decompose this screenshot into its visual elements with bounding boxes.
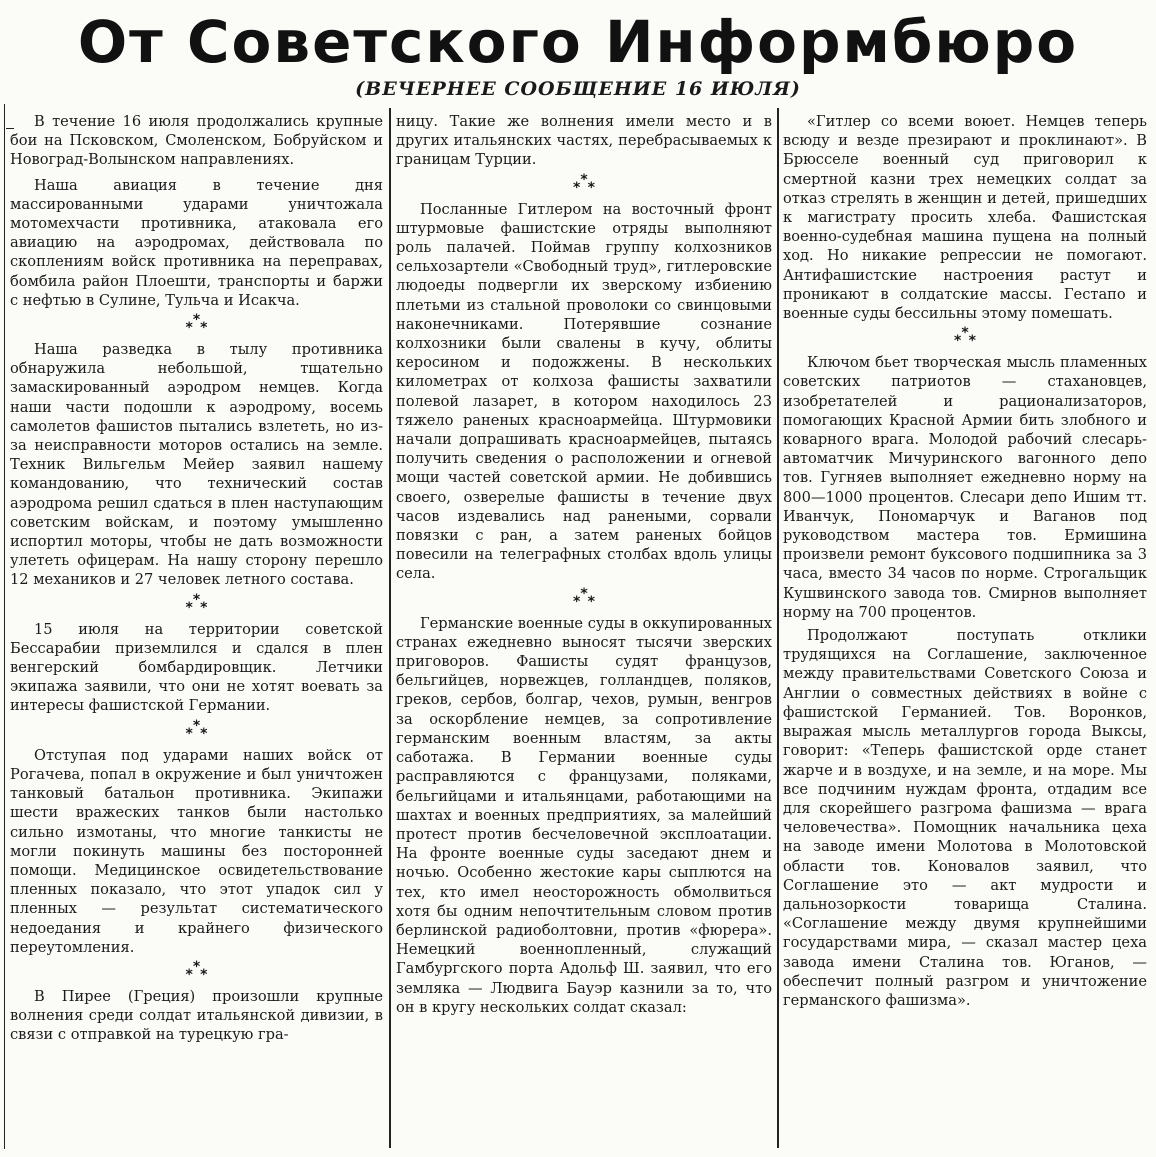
- article-paragraph: Отступая под ударами наших войск от Рогачева, попал в окружение и был уничтожен танковый батальон противника. Экипажи шести вражеских танков были настолько сильно измотаны, что многие танкисты не могли покинуть машины без посторонней помощи. Медицинское освидетельствование пленных показало, что этот упадок сил у пленных — результат систематического недоедания и крайнего физического переутомления.: [10, 746, 383, 956]
- article-paragraph: В течение 16 июля продолжались крупные бои на Псковском, Смоленском, Бобруйском и Новоград-Волынском направлениях.: [10, 113, 383, 169]
- article-paragraph: В Пирее (Греция) произошли крупные волнения среди солдат итальянской дивизии, в связи с отправкой на турецкую гра-: [10, 987, 383, 1044]
- article-paragraph: Германские военные суды в оккупированных странах ежедневно выносят тысячи зверских приговоров. Фашисты судят французов, бельгийцев, норвежцев, голландцев, поляков, греков, сербов, болгар, чехов, румын, венгров за оскорбление немцев, за сопротивление германским военным властям, за акты саботажа. В Германии военные суды расправляются с французами, поляками, бельгийцами и итальянцами, работающими на шахтах и военных предприятиях, за малейший протест против бесчеловечной эксплоатации. На фронте военные суды заседают днем и ночью. Особенно жестокие кары сыплются на тех, кто имел неосторожность обмолвиться хотя бы одним непочтительным словом против берлинской радиоболтовни, против «фюрера». Немецкий военнопленный, служащий Гамбургского порта Адольф Ш. заявил, что его земляка — Людвига Бауэр казнили за то, что он в кругу нескольких солдат сказал:: [396, 614, 772, 1016]
- column-2: [396, 112, 772, 1017]
- article-paragraph: ницу. Такие же волнения имели место и в других итальянских частях, перебрасываемых к границам Турции.: [396, 113, 772, 169]
- section-separator: ***: [185, 717, 208, 742]
- column-rule-1: [389, 108, 391, 1148]
- article-paragraph: Продолжают поступать отклики трудящихся на Соглашение, заключенное между правительствами Советского Союза и Англии о совместных действиях в войне с фашистской Германией. Тов. Воронков, выражая мысль металлургов города Выксы, говорит: «Теперь фашистской орде станет жарче и в воздухе, и на земле, и на море. Мы все подчиним нуждам фронта, отдадим все для скорейшего разгрома фашизма — врага человечества». Помощник начальника цеха на заводе имени Молотова в Молотовской области тов. Коновалов заявил, что Соглашение это — акт мудрости и дальнозоркости товарища Сталина. «Соглашение между двумя крупнейшими государствами мира, — сказал мастер цеха завода имени Сталина тов. Юганов, — обеспечит полный разгром и уничтожение германского фашизма».: [783, 627, 1147, 1009]
- article-paragraph: Ключом бьет творческая мысль пламенных советских патриотов — стахановцев, изобретателей и рационализаторов, помогающих Красной Армии бить злобного и коварного врага. Молодой рабочий слесарь-автоматчик Мичуринского вагонного депо тов. Гугняев выполняет ежедневно норму на 800—1000 процентов. Слесари депо Ишим тт. Иванчук, Пономарчук и Ваганов под руководством мастера тов. Ермишина произвели ремонт буксового подшипника за 3 часа, вместо 34 часов по норме. Строгальщик Кушвинского завода тов. Смирнов выполняет норму на 700 процентов.: [783, 354, 1147, 621]
- article-paragraph: 15 июля на территории советской Бессарабии приземлился и сдался в плен венгерский бомбардировщик. Летчики экипажа заявили, что они не хотят воевать за интересы фашистской Германии.: [10, 620, 383, 715]
- section-separator: ***: [185, 312, 208, 337]
- column-3: [783, 112, 1147, 1010]
- subheadline: (ВЕЧЕРНЕЕ СООБЩЕНИЕ 16 ИЮЛЯ): [355, 78, 801, 100]
- article-paragraph: Наша авиация в течение дня массированными ударами уничтожала мотомехчасти противника, атаковала его авиацию на аэродромах, действовала по скоплениям войск противника на переправах, бомбила район Плоешти, транспорты и баржи с нефтью в Сулине, Тульча и Исакча.: [10, 176, 383, 309]
- section-separator: ***: [573, 171, 595, 196]
- article-paragraph: Наша разведка в тылу противника обнаружила небольшой, тщательно замаскированный аэродром немцев. Когда наши части подошли к аэродрому, восемь самолетов фашистов пытались взлететь, но из-за неисправности моторов остались на земле. Техник Вильгельм Мейер заявил нашему командованию, что технический состав аэродрома решил сдаться в плен наступающим советским войскам, и поэтому умышленно испортил моторы, чтобы не дать возможности улететь офицерам. На нашу сторону перешло 12 механиков и 27 человек летного состава.: [10, 341, 383, 589]
- section-separator: ***: [185, 958, 208, 983]
- left-border-rule: [4, 104, 5, 1149]
- column-rule-2: [777, 108, 779, 1148]
- column-1: [10, 112, 383, 1045]
- section-separator: ***: [573, 585, 595, 610]
- article-paragraph: «Гитлер со всеми воюет. Немцев теперь всюду и везде презирают и проклинают». В Брюсселе военный суд приговорил к смертной казни трех немецких солдат за отказ стрелять в женщин и детей, пришедших к магистрату просить хлеба. Фашистская военно-судебная машина пущена на полный ход. Но никакие репрессии не помогают. Антифашистские настроения растут и проникают в солдатские массы. Гестапо и военные суды бессильны этому помешать.: [783, 113, 1147, 323]
- section-separator: ***: [954, 325, 976, 350]
- article-paragraph: Посланные Гитлером на восточный фронт штурмовые фашистские отряды выполняют роль палачей. Поймав группу колхозников сельхозартели «Свободный труд», гитлеровские людоеды подвергли их зверскому избиению плетьми из стальной проволоки со свинцовыми наконечниками. Потерявшие сознание колхозники были свалены в кучу, облиты керосином и подожжены. В нескольких километрах от колхоза фашисты захватили полевой лазарет, в котором находилось 23 тяжело раненых красноармейца. Штурмовики начали допрашивать красноармейцев, пытаясь получить сведения о расположении и огневой мощи частей советской армии. Не добившись своего, озверелые фашисты в течение двух часов издевались над ранеными, сорвали повязки с ран, а затем раненых бойцов повесили на телеграфных столбах вдоль улицы села.: [396, 200, 772, 583]
- section-separator: ***: [185, 591, 208, 616]
- headline: От Советского Информбюро: [77, 8, 1079, 76]
